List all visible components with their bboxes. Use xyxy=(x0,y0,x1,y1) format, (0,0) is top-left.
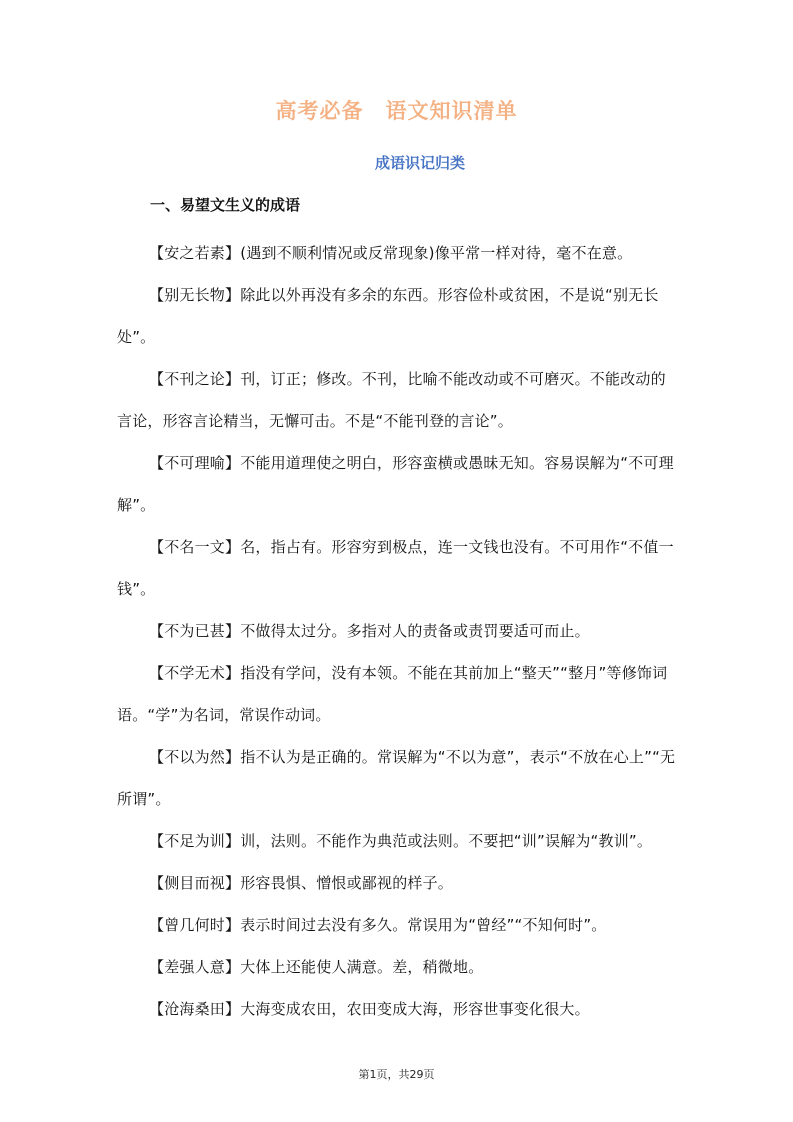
idiom-entry xyxy=(117,736,679,820)
idiom-list xyxy=(117,232,679,1030)
idiom-term: 【不为已甚】 xyxy=(149,622,241,640)
idiom-term: 【安之若素】 xyxy=(149,244,241,262)
idiom-definition: 刊，订正；修改。不刊，比喻不能改动或不可磨灭。不能改动的言论，形容言论精当，无懈可击。不是“不能刊登的言论”。 xyxy=(117,370,666,430)
idiom-definition: 训，法则。不能作为典范或法则。不要把“训”误解为“教训”。 xyxy=(240,832,653,850)
idiom-entry xyxy=(117,946,679,988)
idiom-entry xyxy=(117,274,679,358)
idiom-term: 【差强人意】 xyxy=(149,958,241,976)
idiom-definition: 表示时间过去没有多久。常误用为“曾经”“不知何时”。 xyxy=(240,916,607,934)
idiom-definition: 名，指占有。形容穷到极点，连一文钱也没有。不可用作“不值一钱”。 xyxy=(117,538,674,598)
idiom-term: 【不以为然】 xyxy=(149,748,241,766)
idiom-term: 【不学无术】 xyxy=(149,664,241,682)
idiom-definition: 不能用道理使之明白，形容蛮横或愚昧无知。容易误解为“不可理解”。 xyxy=(117,454,674,514)
idiom-definition: 大海变成农田，农田变成大海，形容世事变化很大。 xyxy=(240,1000,590,1018)
idiom-term: 【曾几何时】 xyxy=(149,916,241,934)
idiom-entry xyxy=(117,358,679,442)
idiom-entry xyxy=(117,988,679,1030)
idiom-term: 【不刊之论】 xyxy=(149,370,241,388)
idiom-term: 【不名一文】 xyxy=(149,538,241,556)
idiom-definition: 指不认为是正确的。常误解为“不以为意”，表示“不放在心上”“无所谓”。 xyxy=(117,748,676,808)
idiom-entry xyxy=(117,862,679,904)
idiom-definition: 形容畏惧、憎恨或鄙视的样子。 xyxy=(240,874,454,892)
idiom-term: 【侧目而视】 xyxy=(149,874,241,892)
idiom-entry xyxy=(117,526,679,610)
idiom-definition: 除此以外再没有多余的东西。形容俭朴或贫困，不是说“别无长处”。 xyxy=(117,286,659,346)
idiom-definition: 大体上还能使人满意。差，稍微地。 xyxy=(240,958,484,976)
document-subtitle: 成语识记归类 xyxy=(374,154,465,172)
idiom-definition: 不做得太过分。多指对人的责备或责罚要适可而止。 xyxy=(240,622,590,640)
section-heading: 一、易望文生义的成语 xyxy=(150,196,301,214)
idiom-term: 【别无长物】 xyxy=(149,286,241,304)
idiom-entry xyxy=(117,442,679,526)
title-part2: 语文知识清单 xyxy=(385,99,518,123)
idiom-term: 【沧海桑田】 xyxy=(149,1000,241,1018)
page-number: 第1页，共29页 xyxy=(358,1068,435,1081)
idiom-definition: (遇到不顺利情况或反常现象)像平常一样对待，毫不在意。 xyxy=(240,244,633,262)
idiom-entry xyxy=(117,820,679,862)
document-title xyxy=(0,95,793,125)
idiom-entry xyxy=(117,232,679,274)
idiom-term: 【不可理喻】 xyxy=(149,454,241,472)
idiom-entry xyxy=(117,904,679,946)
idiom-entry xyxy=(117,610,679,652)
idiom-entry xyxy=(117,652,679,736)
idiom-definition: 指没有学问，没有本领。不能在其前加上“整天”“整月”等修饰词语。“学”为名词，常误作动词。 xyxy=(117,664,668,724)
idiom-term: 【不足为训】 xyxy=(149,832,241,850)
title-part1: 高考必备 xyxy=(275,99,364,123)
